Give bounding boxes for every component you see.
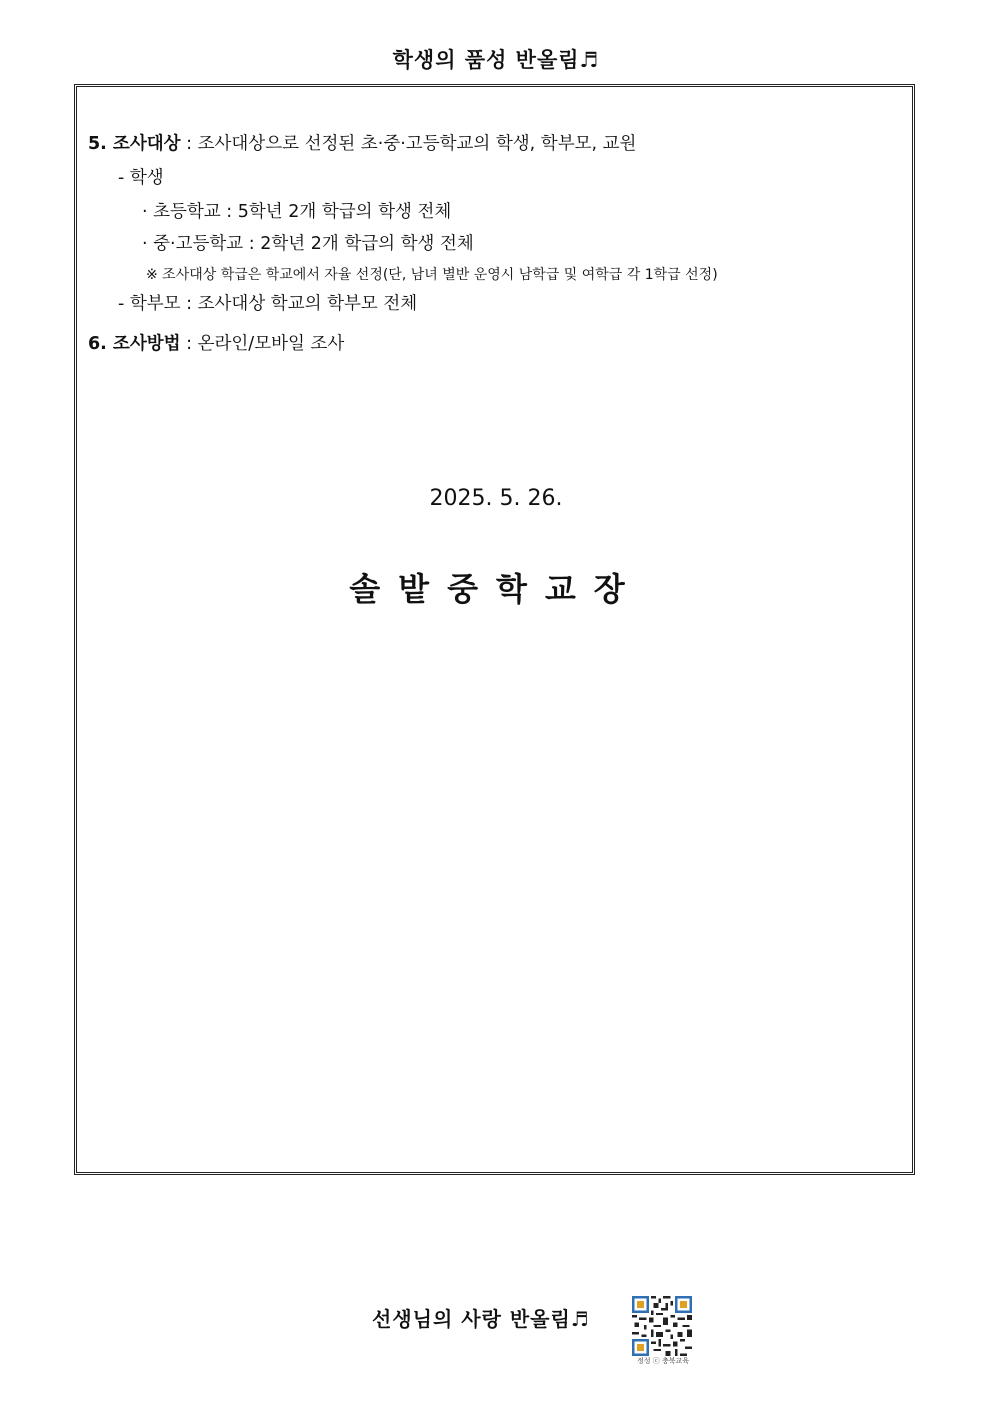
selection-note: ※ 조사대상 학급은 학교에서 자율 선정(단, 남녀 별반 운영시 남학급 및 여학급 각 1학급 선정) (146, 267, 718, 283)
parents-item: - 학부모 : 조사대상 학교의 학부모 전체 (118, 294, 418, 314)
qr-code-icon (632, 1296, 692, 1356)
document-date: 2025. 5. 26. (429, 486, 563, 511)
middle-high-item: · 중·고등학교 : 2학년 2개 학급의 학생 전체 (142, 234, 474, 254)
section-6-sep: : (180, 334, 198, 354)
qr-caption: 정성 ⓒ 충북교육 (636, 1357, 690, 1365)
page-header-title: 학생의 품성 반올림♬ (392, 47, 600, 72)
section-6-label: 6. 조사방법 (88, 334, 181, 354)
section-6-line (88, 330, 344, 355)
footer-slogan: 선생님의 사랑 반올림♬ (372, 1307, 590, 1331)
school-principal-signature: 솔밭중학교장 (349, 570, 643, 608)
elementary-item: · 초등학교 : 5학년 2개 학급의 학생 전체 (142, 202, 452, 222)
section-5-label: 5. 조사대상 (88, 134, 181, 154)
section-5-text: 조사대상으로 선정된 초·중·고등학교의 학생, 학부모, 교원 (197, 134, 637, 154)
section-6-text: 온라인/모바일 조사 (197, 334, 345, 354)
section-5-line (88, 130, 636, 155)
qr-code (632, 1296, 694, 1370)
students-item: - 학생 (118, 168, 164, 188)
section-5-sep: : (180, 134, 198, 154)
